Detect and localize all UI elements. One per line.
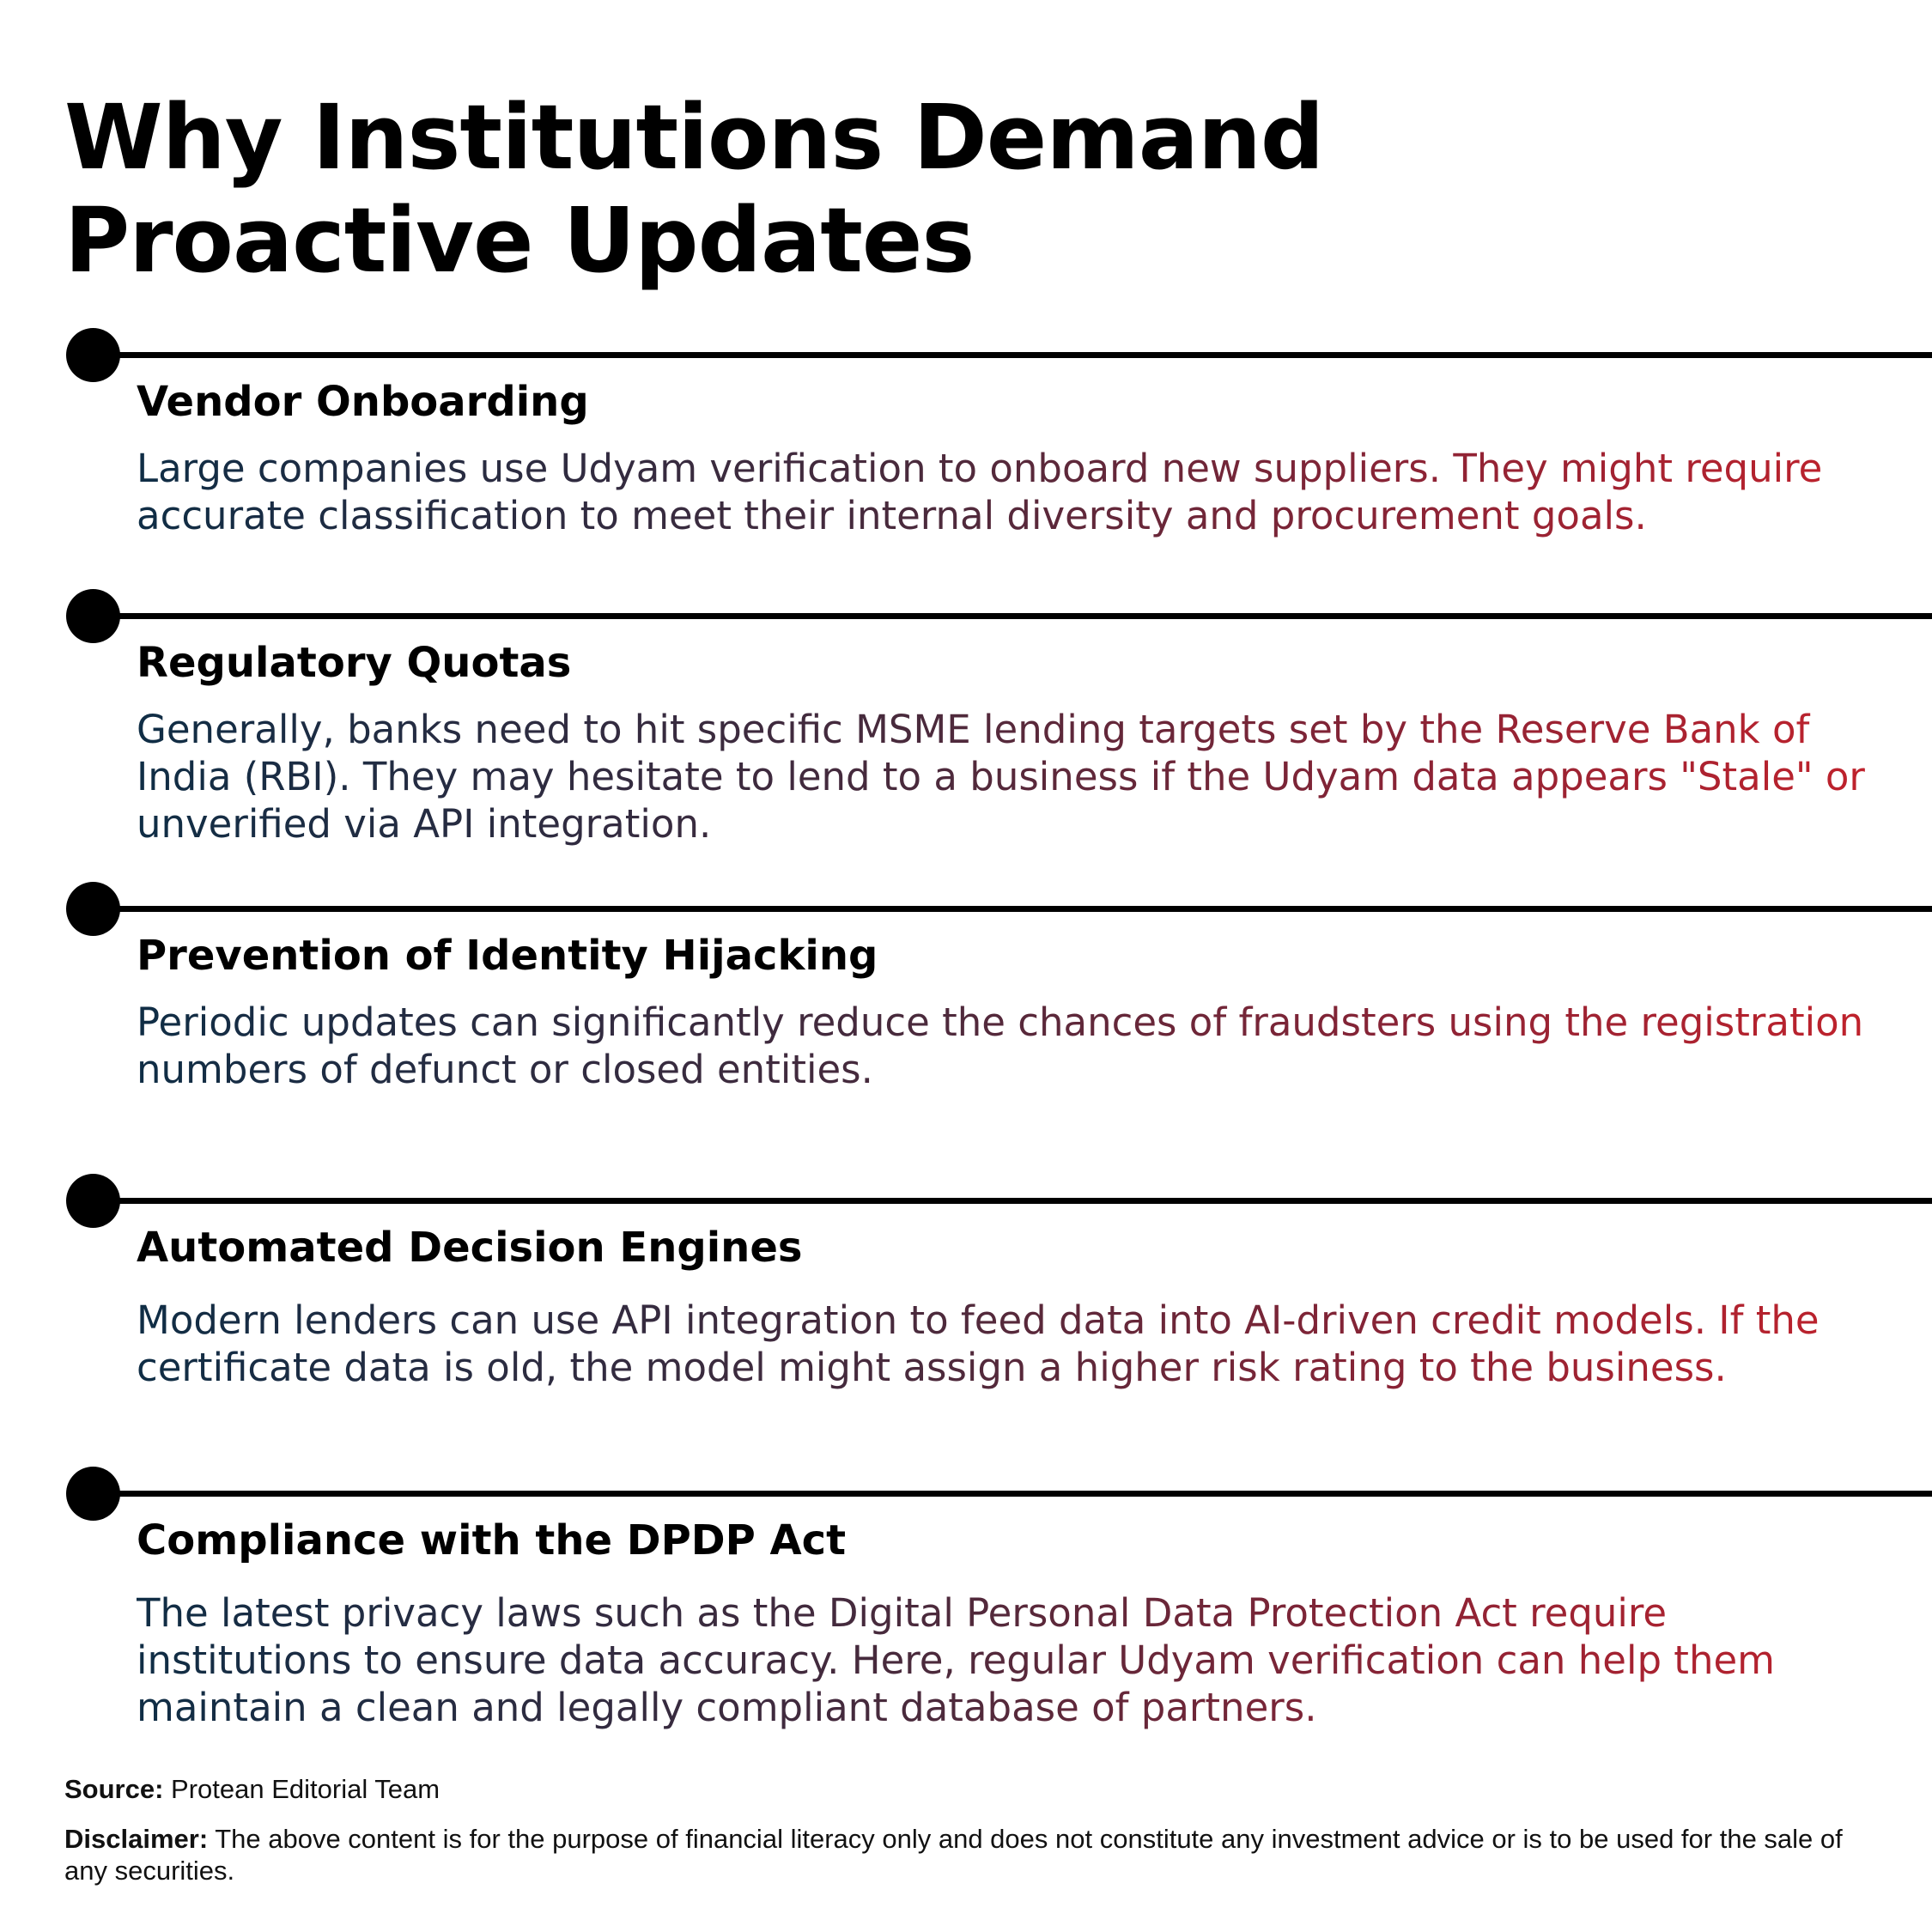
item-body: Modern lenders can use API integration to feed data into AI-driven credit models. If the certificate data is old, the model might assign a higher risk rating to the business. xyxy=(137,1297,1871,1391)
page-title: Why Institutions Demand Proactive Updates xyxy=(64,85,1324,293)
bullet-dot-icon xyxy=(66,1174,120,1228)
item-heading: Vendor Onboarding xyxy=(137,378,589,426)
bullet-dot-icon xyxy=(66,328,120,382)
item-body: The latest privacy laws such as the Digital Personal Data Protection Act require institutions to ensure data accuracy. Here, regular Udyam verification can help them maintain a clean and legally compliant database of partners. xyxy=(137,1589,1871,1731)
item-body: Periodic updates can significantly reduce the chances of fraudsters using the registration numbers of defunct or closed entities. xyxy=(137,999,1871,1093)
item-heading: Compliance with the DPDP Act xyxy=(137,1516,847,1564)
disclaimer-text: The above content is for the purpose of financial literacy only and does not constitute any investment advice or is to be used for the sale of any securities. xyxy=(64,1824,1843,1886)
bullet-dot-icon xyxy=(66,1467,120,1521)
divider-line xyxy=(93,906,1932,912)
divider-line xyxy=(93,613,1932,619)
item-heading: Prevention of Identity Hijacking xyxy=(137,932,878,980)
disclaimer xyxy=(64,1823,1885,1886)
divider-line xyxy=(93,352,1932,358)
item-heading: Automated Decision Engines xyxy=(137,1224,803,1272)
bullet-dot-icon xyxy=(66,589,120,643)
item-body: Large companies use Udyam verification to onboard new suppliers. They might require accurate classification to meet their internal diversity and procurement goals. xyxy=(137,445,1871,539)
divider-line xyxy=(93,1491,1932,1497)
source-line xyxy=(64,1773,1885,1805)
source-label: Source: xyxy=(64,1774,164,1804)
divider-line xyxy=(93,1198,1932,1204)
bullet-dot-icon xyxy=(66,882,120,936)
item-heading: Regulatory Quotas xyxy=(137,639,572,687)
disclaimer-label: Disclaimer: xyxy=(64,1824,209,1854)
source-text: Protean Editorial Team xyxy=(171,1774,440,1804)
item-body: Generally, banks need to hit specific MSME lending targets set by the Reserve Bank of India (RBI). They may hesitate to lend to a business if the Udyam data appears "Stale" or unverified via API integration. xyxy=(137,706,1871,848)
